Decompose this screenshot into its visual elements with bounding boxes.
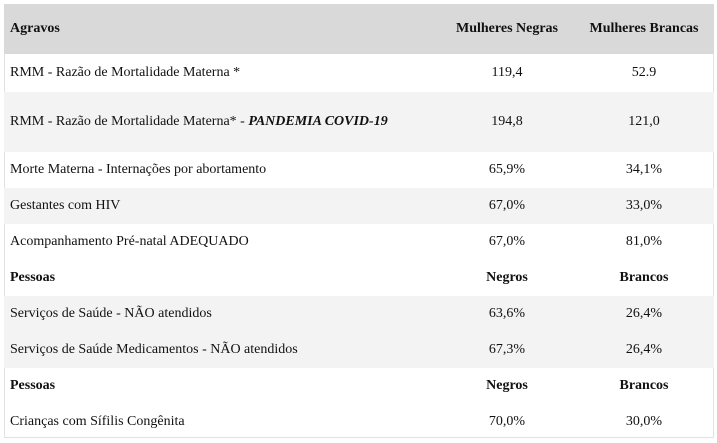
row-label: Acompanhamento Pré-natal ADEQUADO xyxy=(10,234,249,249)
row-label-text: RMM - Razão de Mortalidade Materna* - xyxy=(10,114,249,129)
table-row xyxy=(4,296,714,332)
row-label: Morte Materna - Internações por abortamento xyxy=(10,162,267,177)
row-value-negras: 119,4 xyxy=(491,65,523,80)
row-value-negras: 67,3% xyxy=(488,342,526,357)
row-value-brancas: 26,4% xyxy=(625,306,663,321)
row-value-brancas: 81,0% xyxy=(625,234,663,249)
subheader-negros: Negros xyxy=(486,378,528,393)
table-subheader-row xyxy=(4,368,714,404)
header-mulheres-negras: Mulheres Negras xyxy=(456,21,558,36)
row-label-emphasis: PANDEMIA COVID-19 xyxy=(248,114,388,129)
subheader-brancos: Brancos xyxy=(619,378,669,393)
row-label: Crianças com Sífilis Congênita xyxy=(10,414,185,429)
subheader-brancos: Brancos xyxy=(619,270,669,285)
row-value-brancas: 52.9 xyxy=(631,65,657,80)
row-value-brancas: 30,0% xyxy=(625,414,663,429)
row-label: Serviços de Saúde - NÃO atendidos xyxy=(10,306,212,321)
row-label xyxy=(4,114,440,130)
row-value-brancas: 26,4% xyxy=(625,342,663,357)
table-row xyxy=(4,188,714,224)
row-value-negras: 194,8 xyxy=(491,114,523,129)
table-header-row xyxy=(4,4,714,54)
subheader-pessoas: Pessoas xyxy=(10,378,56,393)
table-row xyxy=(4,152,714,188)
row-value-brancas: 121,0 xyxy=(628,114,660,129)
row-value-brancas: 33,0% xyxy=(625,198,663,213)
table-row xyxy=(4,54,714,92)
header-mulheres-brancas: Mulheres Brancas xyxy=(589,21,699,36)
row-value-negras: 63,6% xyxy=(488,306,526,321)
row-value-negras: 65,9% xyxy=(488,162,526,177)
row-value-brancas: 34,1% xyxy=(625,162,663,177)
row-label: Gestantes com HIV xyxy=(10,198,121,213)
table-row xyxy=(4,404,714,440)
header-agravos: Agravos xyxy=(10,21,60,36)
subheader-pessoas: Pessoas xyxy=(10,270,56,285)
table-subheader-row xyxy=(4,260,714,296)
table-row xyxy=(4,224,714,260)
row-label: RMM - Razão de Mortalidade Materna * xyxy=(10,65,241,80)
table-row xyxy=(4,92,714,152)
subheader-negros: Negros xyxy=(486,270,528,285)
row-value-negras: 67,0% xyxy=(488,234,526,249)
data-table xyxy=(4,4,714,440)
row-value-negras: 70,0% xyxy=(488,414,526,429)
row-label: Serviços de Saúde Medicamentos - NÃO atendidos xyxy=(10,342,298,357)
table-row xyxy=(4,332,714,368)
row-value-negras: 67,0% xyxy=(488,198,526,213)
